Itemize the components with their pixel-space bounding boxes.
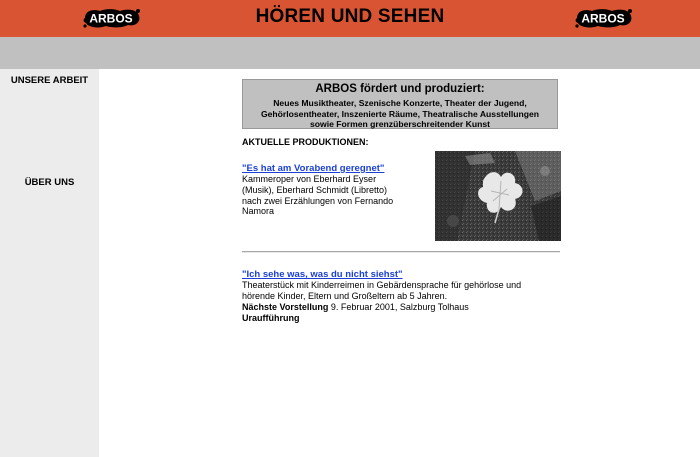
section-divider xyxy=(242,251,560,253)
next-performance xyxy=(242,302,469,313)
next-performance-label: Nächste Vorstellung xyxy=(242,302,329,312)
sidebar-item-ueber-uns[interactable]: ÜBER UNS xyxy=(24,177,75,188)
header-bar xyxy=(0,0,700,37)
production-link-vorabend[interactable]: "Es hat am Vorabend geregnet" xyxy=(242,163,385,174)
description-line: Kammeroper von Eberhard Eyser xyxy=(242,174,377,184)
main-content xyxy=(242,79,560,323)
svg-text:ARBOS: ARBOS xyxy=(581,11,625,26)
productions-heading: AKTUELLE PRODUKTIONEN: xyxy=(242,137,369,147)
grey-banner xyxy=(0,37,700,69)
intro-line: Neues Musiktheater, Szenische Konzerte, Theater der Jugend, xyxy=(273,98,527,108)
description-line: Namora xyxy=(242,206,275,217)
production-description xyxy=(242,174,417,217)
production-description xyxy=(242,280,560,302)
intro-text xyxy=(243,98,557,130)
intro-box xyxy=(242,79,558,129)
production-link-ich-sehe-was[interactable]: "Ich sehe was, was du nicht siehst" xyxy=(242,269,403,280)
next-performance-value: 9. Februar 2001, Salzburg Tolhaus xyxy=(328,302,469,312)
leaf-photo-image xyxy=(435,151,561,241)
page-title: HÖREN UND SEHEN xyxy=(255,6,445,27)
sidebar xyxy=(0,69,99,457)
description-line: nach zwei Erzählungen von Fernando xyxy=(242,195,394,206)
intro-line: sowie Formen grenzüberschreitender Kunst xyxy=(309,119,491,129)
description-line: Theaterstück mit Kinderreimen in Gebärdensprache für gehörlose und xyxy=(242,280,522,290)
description-line: hörende Kinder, Eltern und Großeltern ab 5 Jahren. xyxy=(242,290,448,301)
arbos-logo-icon xyxy=(574,7,634,29)
arbos-logo-right[interactable] xyxy=(574,7,634,29)
description-line: (Musik), Eberhard Schmidt (Libretto) xyxy=(242,184,388,195)
intro-title: ARBOS fördert und produziert: xyxy=(315,83,485,95)
sidebar-item-unsere-arbeit[interactable]: UNSERE ARBEIT xyxy=(10,75,89,86)
premiere-label: Uraufführung xyxy=(242,313,300,323)
svg-text:ARBOS: ARBOS xyxy=(89,11,133,26)
intro-line: Gehörlosentheater, Inszenierte Räume, Theatralische Ausstellungen xyxy=(260,108,540,119)
production-photo[interactable] xyxy=(435,151,561,241)
